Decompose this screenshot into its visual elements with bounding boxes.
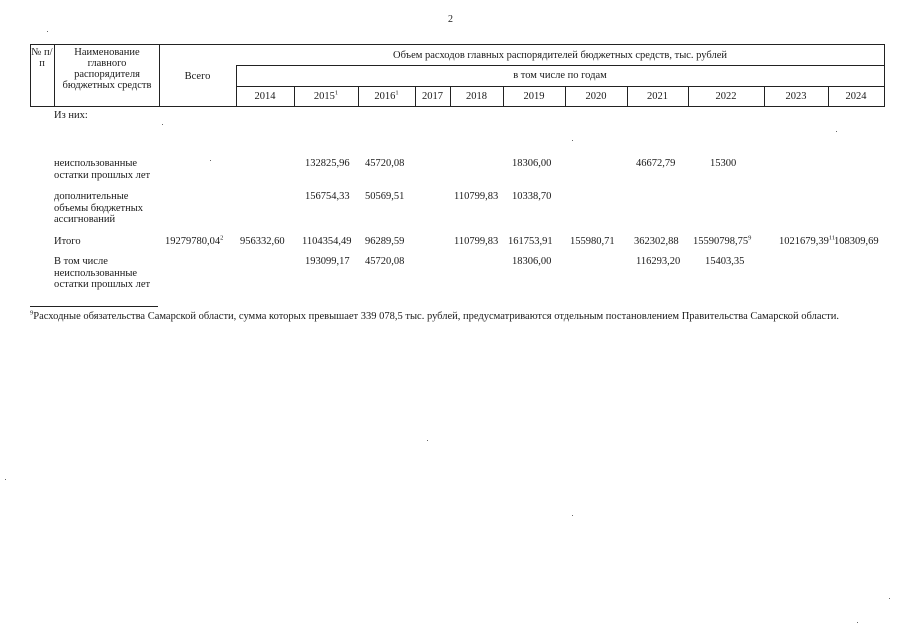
header-number: № п/п bbox=[31, 47, 53, 69]
cell-2018: 110799,83 bbox=[454, 191, 499, 202]
cell-2015: 193099,17 bbox=[305, 256, 350, 267]
cell-2022: 15590798,75$^9$ bbox=[693, 234, 752, 247]
header-year-2024: 2024 bbox=[845, 91, 867, 102]
header-year-2019: 2019 bbox=[523, 91, 545, 102]
row-label: Итого bbox=[54, 236, 81, 247]
cell-2016: 45720,08 bbox=[365, 158, 405, 169]
footnote-marker: 9 bbox=[30, 309, 34, 317]
header-year-2018: 2018 bbox=[466, 91, 487, 102]
row-label: дополнительные объемы бюджетных ассигнований bbox=[54, 191, 144, 225]
header-year-2022: 2022 bbox=[715, 91, 737, 102]
cell-2015: 132825,96 bbox=[305, 158, 350, 169]
header-year-2014: 2014 bbox=[254, 91, 276, 102]
cell-2014: 956332,60 bbox=[240, 236, 285, 247]
cell-2022: 15403,35 bbox=[705, 256, 745, 267]
cell-2023: 1021679,39$^{11}$ bbox=[779, 234, 836, 247]
cell-2019: 161753,91 bbox=[508, 236, 553, 247]
cell-2021: 362302,88 bbox=[634, 236, 679, 247]
page-number: 2 bbox=[448, 14, 453, 25]
row-label: неиспользованные остатки прошлых лет bbox=[54, 158, 151, 181]
cell-2016: 45720,08 bbox=[365, 256, 405, 267]
cell-2024: 108309,69 bbox=[834, 236, 879, 247]
cell-2019: 10338,70 bbox=[512, 191, 552, 202]
footnote-text: Расходные обязательства Самарской области, сумма которых превышает 339 078,5 тыс. рублей, предусматриваются отдельным постановлением Правительства Самарской области. bbox=[33, 311, 839, 322]
header-year-2021: 2021 bbox=[647, 91, 668, 102]
footnote-divider bbox=[30, 306, 158, 307]
cell-2022: 15300 bbox=[710, 158, 737, 169]
header-year-2020: 2020 bbox=[585, 91, 607, 102]
cell-2015: 156754,33 bbox=[305, 191, 350, 202]
header-year-2017: 2017 bbox=[422, 91, 443, 102]
cell-2020: 155980,71 bbox=[570, 236, 615, 247]
footnote bbox=[30, 311, 873, 323]
header-year-2016: 2016$^1$ bbox=[374, 89, 399, 102]
row-label: В том числе неиспользованные остатки прошлых лет bbox=[54, 256, 151, 290]
header-name: Наименование главного распорядителя бюджетных средств bbox=[62, 47, 152, 91]
cell-2019: 18306,00 bbox=[512, 256, 552, 267]
cell-2015: 1104354,49 bbox=[302, 236, 352, 247]
cell-2021: 46672,79 bbox=[636, 158, 676, 169]
cell-2016: 96289,59 bbox=[365, 236, 405, 247]
cell-total: 19279780,04$^2$ bbox=[165, 234, 224, 247]
header-year-2015: 2015$^1$ bbox=[313, 89, 339, 102]
cell-2019: 18306,00 bbox=[512, 158, 552, 169]
of-them-label: Из них: bbox=[54, 110, 88, 121]
header-year-2023: 2023 bbox=[785, 91, 807, 102]
cell-2018: 110799,83 bbox=[454, 236, 499, 247]
header-total: Всего bbox=[184, 71, 211, 82]
cell-2021: 116293,20 bbox=[636, 256, 681, 267]
header-by-years: в том числе по годам bbox=[513, 70, 607, 81]
header-volume: Объем расходов главных распорядителей бюджетных средств, тыс. рублей bbox=[392, 50, 727, 61]
cell-2016: 50569,51 bbox=[365, 191, 405, 202]
